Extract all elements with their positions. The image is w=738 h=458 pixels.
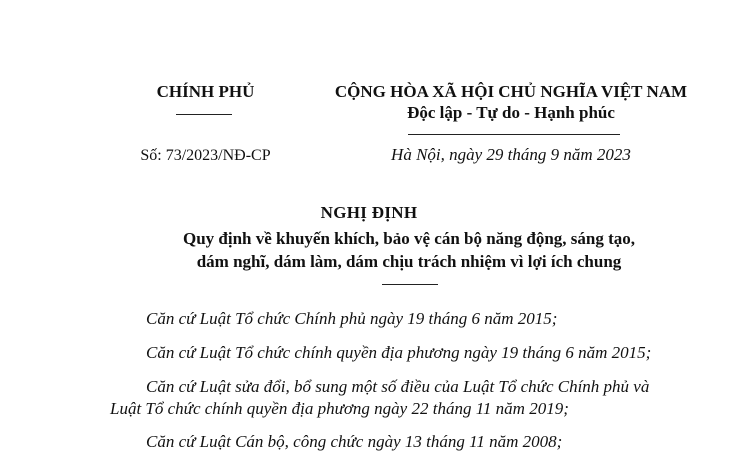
document-number: Số: 73/2023/NĐ-CP [140, 147, 271, 164]
place-and-date: Hà Nội, ngày 29 tháng 9 năm 2023 [391, 145, 631, 164]
issuer-underline [176, 114, 232, 115]
subject-underline [382, 284, 438, 285]
motto-underline [408, 134, 620, 135]
legal-basis-line-1: Căn cứ Luật Tổ chức Chính phủ ngày 19 tháng 6 năm 2015; [146, 309, 558, 328]
document-subject-line-2: dám nghĩ, dám làm, dám chịu trách nhiệm vì lợi ích chung [196, 252, 622, 271]
legal-basis-line-4: Căn cứ Luật Cán bộ, công chức ngày 13 tháng 11 năm 2008; [146, 432, 563, 451]
document-type: NGHỊ ĐỊNH [320, 203, 418, 222]
issuer-name: CHÍNH PHỦ [156, 82, 255, 101]
national-title: CỘNG HÒA XÃ HỘI CHỦ NGHĨA VIỆT NAM [334, 82, 688, 101]
legal-basis-line-3: Căn cứ Luật sửa đổi, bổ sung một số điều của Luật Tổ chức Chính phủ và [146, 377, 650, 396]
legal-basis-line-2: Căn cứ Luật Tổ chức chính quyền địa phương ngày 19 tháng 6 năm 2015; [146, 343, 652, 362]
national-motto: Độc lập - Tự do - Hạnh phúc [407, 103, 615, 122]
legal-basis-line-3-continued: Luật Tổ chức chính quyền địa phương ngày 22 tháng 11 năm 2019; [110, 399, 569, 418]
document-subject-line-1: Quy định về khuyến khích, bảo vệ cán bộ năng động, sáng tạo, [182, 229, 636, 248]
